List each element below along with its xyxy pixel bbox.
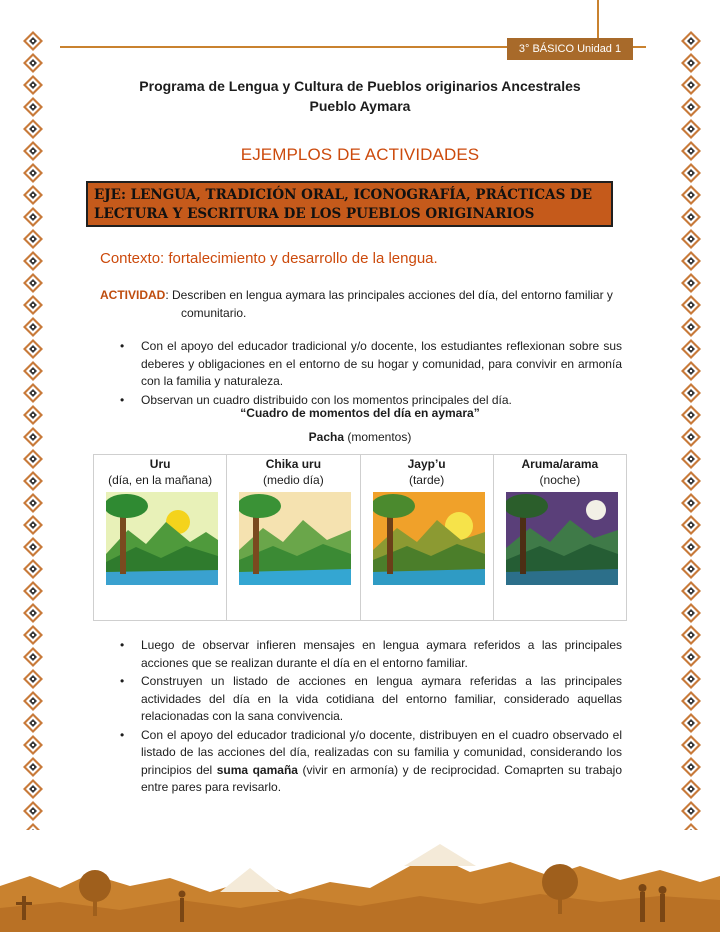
pattern-motif [23,427,43,447]
midday-landscape-icon [239,492,351,585]
pattern-motif [23,361,43,381]
pattern-motif [681,53,701,73]
pattern-motif [23,757,43,777]
pattern-motif [681,141,701,161]
unit-tab: 3° BÁSICO Unidad 1 [507,38,633,60]
pattern-motif [23,383,43,403]
moment-description: (noche) [539,473,581,487]
pattern-motif [23,625,43,645]
pattern-motif [23,75,43,95]
pattern-motif [681,471,701,491]
pattern-motif [23,295,43,315]
pattern-motif [681,163,701,183]
moment-name: Chika uru [265,457,322,471]
pattern-motif [23,537,43,557]
pattern-motif [23,119,43,139]
moment-name: Aruma/arama [521,457,599,471]
activity-paragraph [100,286,622,322]
bullet-list-bottom [120,637,622,798]
pattern-motif [681,97,701,117]
pattern-motif [681,317,701,337]
pattern-motif [681,625,701,645]
activities-heading: EJEMPLOS DE ACTIVIDADES [240,145,480,164]
pattern-motif [23,801,43,821]
morning-landscape-icon [106,492,218,585]
pattern-motif [23,779,43,799]
pattern-motif [23,691,43,711]
moments-table [93,454,627,621]
pattern-motif [681,757,701,777]
pattern-motif [23,493,43,513]
pattern-motif [23,317,43,337]
pattern-motif [23,735,43,755]
pattern-motif [681,647,701,667]
pattern-motif [681,185,701,205]
activity-label: ACTIVIDAD [100,288,166,302]
pattern-motif [681,493,701,513]
pattern-motif [23,97,43,117]
bullet-icon: • [120,392,125,407]
bullet-icon: • [120,339,125,353]
pattern-motif [23,273,43,293]
moment-cell-chika-uru [227,455,360,620]
pattern-motif [681,823,701,830]
pattern-motif [23,515,43,535]
list-item: • Observan un cuadro distribuido con los momentos principales del día. [120,392,622,410]
pattern-motif [681,383,701,403]
program-title-line2: Pueblo Aymara [309,98,411,114]
pattern-motif [681,691,701,711]
pattern-motif [23,713,43,733]
moment-description: (día, en la mañana) [108,473,213,487]
pacha-gloss: (momentos) [344,430,412,444]
pattern-motif [23,647,43,667]
pacha-label [60,430,660,444]
pattern-motif [681,537,701,557]
pattern-motif [681,31,701,51]
pattern-motif [23,581,43,601]
list-item: • Con el apoyo del educador tradicional y/o docente, distribuyen en el cuadro observado el listado de las acciones del día, realizadas con su familia y comunidad, considerando los principios del suma qamaña (vivir en armonía) y de reciprocidad. Comaprten su trabajo entre pares para revisarlo. [120,727,622,794]
eje-box [86,181,613,227]
pattern-motif [681,251,701,271]
pattern-motif [23,449,43,469]
pattern-motif [681,779,701,799]
pattern-motif [681,295,701,315]
pattern-motif [23,53,43,73]
pattern-motif [23,207,43,227]
activity-text-line2: comunitario. [181,306,247,320]
pattern-motif [23,339,43,359]
table-title: “Cuadro de momentos del día en aymara” [240,406,480,420]
bullet-icon: • [120,674,125,688]
pattern-motif [23,603,43,623]
pattern-motif [681,581,701,601]
eje-line2: LECTURA Y ESCRITURA DE LOS PUEBLOS ORIGINARIOS [94,206,535,222]
suma-qamana-term: suma qamaña [216,762,298,777]
pattern-motif [681,669,701,689]
list-item: • Con el apoyo del educador tradicional y/o docente, los estudiantes reflexionan sobre sus deberes y obligaciones en el entorno de su hogar y comunidad, para convivir en armonía con la familia y naturaleza. [120,339,622,388]
pattern-motif [23,405,43,425]
pattern-motif [23,559,43,579]
list-item: • Luego de observar infieren mensajes en lengua aymara referidos a las principales acciones que se realizan durante el día en el entorno familiar. [120,638,622,670]
landscape-silhouette-footer [0,836,720,932]
moment-cell-jaypu [361,455,494,620]
pattern-motif [681,515,701,535]
pattern-motif [681,361,701,381]
pattern-motif [23,163,43,183]
pattern-motif [681,713,701,733]
pattern-motif [23,141,43,161]
bullet-list-top [120,338,622,410]
pattern-motif [23,251,43,271]
afternoon-landscape-icon [373,492,485,585]
left-pattern-border [22,30,44,830]
pattern-motif [23,823,43,830]
moment-cell-aruma [494,455,626,620]
pacha-word: Pacha [308,430,344,444]
pattern-motif [681,801,701,821]
bullet-icon: • [120,638,125,652]
pattern-motif [23,31,43,51]
pattern-motif [681,603,701,623]
pattern-motif [681,207,701,227]
list-item: • Construyen un listado de acciones en lengua aymara referidas a las principales actividades del día en la vida cotidiana del entorno familiar, considerado aquellas relacionadas con la sana convivencia. [120,674,622,723]
moment-description: (medio día) [263,473,324,487]
pattern-motif [23,669,43,689]
pattern-motif [681,427,701,447]
moment-cell-uru [94,455,227,620]
pattern-motif [681,559,701,579]
pattern-motif [681,229,701,249]
moment-description: (tarde) [408,473,445,487]
moment-name: Jayp’u [407,457,446,471]
pattern-motif [23,229,43,249]
pattern-motif [681,405,701,425]
pattern-motif [23,185,43,205]
pattern-motif [681,339,701,359]
right-pattern-border [680,30,702,830]
eje-line1: EJE: LENGUA, TRADICIÓN ORAL, ICONOGRAFÍA, PRÁCTICAS DE [94,187,593,203]
pattern-motif [681,273,701,293]
pattern-motif [681,75,701,95]
bullet-icon: • [120,727,125,742]
program-title [60,76,660,116]
night-landscape-icon [506,492,618,585]
moment-name: Uru [149,457,171,471]
pattern-motif [681,735,701,755]
pattern-motif [23,471,43,491]
pattern-motif [681,449,701,469]
top-stem-line [597,0,599,40]
activity-text-line1: : Describen en lengua aymara las principales acciones del día, del entorno familiar y [165,288,613,302]
program-title-line1: Programa de Lengua y Cultura de Pueblos originarios Ancestrales [139,78,581,94]
context-heading: Contexto: fortalecimiento y desarrollo de la lengua. [100,250,438,267]
pattern-motif [681,119,701,139]
